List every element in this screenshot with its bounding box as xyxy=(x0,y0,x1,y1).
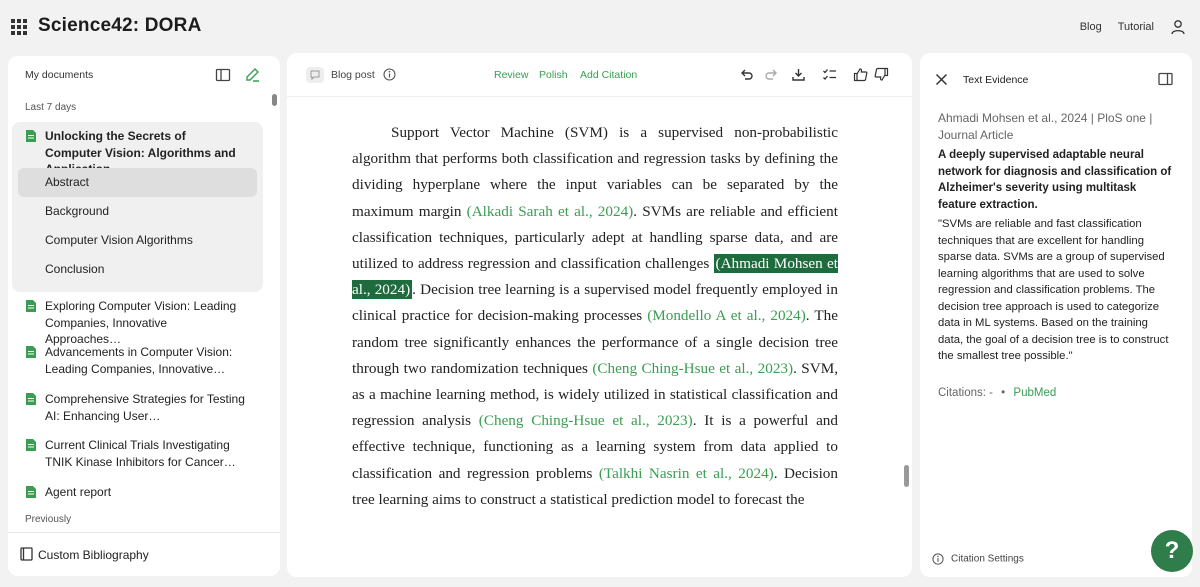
document-body[interactable] xyxy=(352,120,838,513)
citation-link[interactable]: (Talkhi Nasrin et al., 2024) xyxy=(598,464,774,482)
top-bar xyxy=(0,0,1200,53)
citation-link[interactable]: (Cheng Ching-Hsue et al., 2023) xyxy=(478,412,693,430)
document-icon xyxy=(26,393,36,405)
citation-link-highlighted[interactable]: (Ahmadi Mohsen et al., 2024) xyxy=(352,255,838,299)
thumbs-up-icon[interactable] xyxy=(853,67,868,82)
editor-toolbar xyxy=(287,53,912,97)
new-document-icon[interactable] xyxy=(245,67,261,83)
documents-sidebar xyxy=(8,56,280,576)
text-evidence-panel xyxy=(920,53,1192,577)
citations-line xyxy=(938,387,1056,399)
separator: • xyxy=(1001,387,1006,399)
section-label-recent: Last 7 days xyxy=(25,102,77,113)
polish-button[interactable]: Polish xyxy=(539,69,568,81)
panel-title: Text Evidence xyxy=(963,74,1029,86)
evidence-quote: "SVMs are reliable and fast classification techniques that are excellent for handling sparse data. SVMs are a group of supervised learning algorithms that are used to solve regression and classification problems. The decision tree approach is used to categorize data in ML systems. Based on the training data, the goal of a decision tree is to construct the smallest tree possible." xyxy=(938,218,1169,362)
section-item-abstract[interactable]: Abstract xyxy=(18,168,257,197)
document-icon xyxy=(26,346,36,358)
redo-icon[interactable] xyxy=(764,67,779,82)
document-icon xyxy=(26,130,36,142)
user-icon[interactable] xyxy=(1170,19,1186,35)
section-label-previous: Previously xyxy=(25,514,72,525)
info-icon xyxy=(932,553,944,565)
panel-icon[interactable] xyxy=(1158,72,1173,86)
citations-count: Citations: - xyxy=(938,387,993,399)
thumbs-down-icon[interactable] xyxy=(874,67,889,82)
book-icon xyxy=(20,547,33,561)
document-icon xyxy=(26,439,36,451)
nav-blog-link[interactable]: Blog xyxy=(1079,21,1102,33)
sidebar-footer xyxy=(8,532,280,576)
help-button[interactable]: ? xyxy=(1151,530,1193,572)
add-citation-button[interactable]: Add Citation xyxy=(580,69,638,81)
custom-bibliography-button[interactable]: Custom Bibliography xyxy=(38,548,149,562)
document-title: Advancements in Computer Vision: Leading Companies, Innovative… xyxy=(45,345,233,376)
document-icon xyxy=(26,300,36,312)
chat-bubble-icon xyxy=(306,67,324,83)
article-title[interactable]: A deeply supervised adaptable neural network for diagnosis and classification of Alzheimer's severity using multitask feature extraction. xyxy=(938,149,1172,211)
citation-settings-label: Citation Settings xyxy=(951,553,1024,565)
review-button[interactable]: Review xyxy=(494,69,529,81)
paragraph[interactable]: Support Vector Machine (SVM) is a supervised non-probabilistic algorithm that performs both classification and regression tasks by defining the dividing hyperplane where the input variables can be separated by the maximum margin (Alkadi Sarah et al., 2024). SVMs are reliable and efficient classification techniques, particularly adept at handling sparse data, and are utilized to address regression and classification challenges (Ahmadi Mohsen et al., 2024) . Decision tree learning is a supervised model frequently employed in clinical practice for decision-making processes (Mondello A et al., 2024). The random tree significantly enhances the performance of a single decision tree through two randomization techniques (Cheng Ching-Hsue et al., 2023). SVM, as a machine learning method, is widely utilized in statistical classification and regression analysis (Cheng Ching-Hsue et al., 2023). It is a powerful and effective technique, functioning as a learning system from data applied to classification and regression problems (Talkhi Nasrin et al., 2024). Decision tree learning aims to construct a statistical prediction model to forecast the xyxy=(352,124,839,508)
section-item-background[interactable]: Background xyxy=(45,204,110,218)
section-item-computer-vision-algorithms[interactable]: Computer Vision Algorithms xyxy=(45,233,193,247)
section-item-conclusion[interactable]: Conclusion xyxy=(45,262,105,276)
document-title: Unlocking the Secrets of Computer Vision: Algorithms and xyxy=(45,129,236,160)
pubmed-link[interactable]: PubMed xyxy=(1013,387,1057,399)
document-title: Exploring Computer Vision: Leading Companies, Innovative Approaches… xyxy=(45,299,237,346)
nav-tutorial-link[interactable]: Tutorial xyxy=(1117,21,1154,33)
sidebar-scrollbar[interactable] xyxy=(272,94,277,106)
document-title: Agent report xyxy=(45,485,112,499)
citation-link[interactable]: (Alkadi Sarah et al., 2024) xyxy=(466,202,634,220)
sidebar-toggle-icon[interactable] xyxy=(215,67,231,83)
checklist-icon[interactable] xyxy=(822,67,837,82)
download-icon[interactable] xyxy=(791,67,806,82)
source-meta: Ahmadi Mohsen et al., 2024 | PloS one | Journal Article xyxy=(938,111,1153,142)
top-nav xyxy=(1064,19,1186,35)
editor-panel xyxy=(287,53,912,577)
app-title: Science42: DORA xyxy=(38,15,202,36)
undo-icon[interactable] xyxy=(739,67,754,82)
document-title: Comprehensive Strategies for Testing AI: Enhancing User… xyxy=(45,392,245,423)
info-icon[interactable] xyxy=(383,68,396,81)
document-type-label: Blog post xyxy=(331,69,375,81)
apps-grid-icon[interactable] xyxy=(11,19,27,35)
citation-settings-button[interactable] xyxy=(932,553,1024,565)
editor-scrollbar[interactable] xyxy=(904,465,909,487)
sidebar-header: My documents xyxy=(25,69,94,81)
document-icon xyxy=(26,486,36,498)
close-icon[interactable] xyxy=(935,73,948,86)
citation-link[interactable]: (Mondello A et al., 2024) xyxy=(647,307,806,325)
document-title: Current Clinical Trials Investigating TNIK Kinase Inhibitors for Cancer… xyxy=(45,438,236,469)
citation-link[interactable]: (Cheng Ching-Hsue et al., 2023) xyxy=(592,359,794,377)
